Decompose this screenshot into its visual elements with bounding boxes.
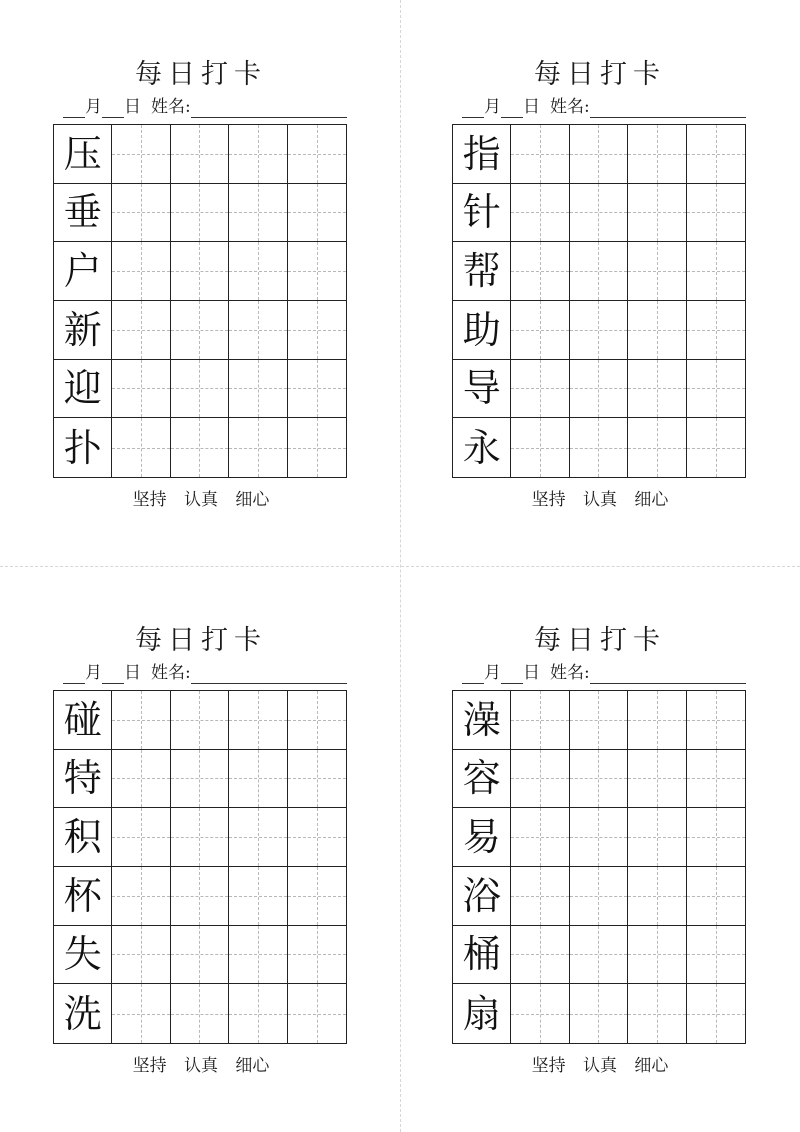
checkin-card-top-left bbox=[53, 58, 349, 518]
model-character-cell bbox=[54, 867, 112, 926]
practice-cell[interactable] bbox=[570, 984, 628, 1043]
practice-cell[interactable] bbox=[570, 808, 628, 867]
card-title: 每日打卡 bbox=[135, 625, 267, 656]
model-character-cell bbox=[54, 418, 112, 477]
practice-cell[interactable] bbox=[171, 360, 229, 419]
model-character-cell bbox=[453, 926, 511, 985]
model-character-cell bbox=[54, 360, 112, 419]
name-blank[interactable] bbox=[191, 665, 347, 684]
practice-cell[interactable] bbox=[570, 926, 628, 985]
practice-cell[interactable] bbox=[628, 926, 686, 985]
model-character: 失 bbox=[63, 932, 102, 977]
practice-cell[interactable] bbox=[288, 418, 346, 477]
checkin-card-bottom-right bbox=[452, 624, 748, 1084]
practice-cell[interactable] bbox=[570, 184, 628, 243]
model-character: 指 bbox=[462, 131, 501, 176]
practice-grid bbox=[53, 690, 347, 1044]
practice-cell[interactable] bbox=[628, 418, 686, 477]
practice-cell[interactable] bbox=[288, 867, 346, 926]
practice-cell[interactable] bbox=[628, 125, 686, 184]
practice-cell[interactable] bbox=[511, 984, 569, 1043]
day-label: 日 bbox=[124, 663, 141, 683]
name-label: 姓名: bbox=[151, 97, 191, 117]
practice-cell[interactable] bbox=[628, 184, 686, 243]
model-character-cell bbox=[54, 301, 112, 360]
model-character: 容 bbox=[462, 756, 501, 801]
practice-grid bbox=[452, 124, 746, 478]
practice-cell[interactable] bbox=[229, 867, 287, 926]
practice-cell[interactable] bbox=[288, 125, 346, 184]
card-title: 每日打卡 bbox=[135, 59, 267, 90]
motto-text: 坚持 认真 细心 bbox=[132, 1056, 270, 1076]
checkin-card-top-right bbox=[452, 58, 748, 518]
month-blank[interactable] bbox=[63, 99, 85, 118]
practice-cell[interactable] bbox=[687, 926, 745, 985]
practice-cell[interactable] bbox=[288, 360, 346, 419]
practice-cell[interactable] bbox=[511, 867, 569, 926]
day-blank[interactable] bbox=[501, 665, 523, 684]
practice-cell[interactable] bbox=[511, 125, 569, 184]
practice-cell[interactable] bbox=[628, 360, 686, 419]
practice-cell[interactable] bbox=[628, 750, 686, 809]
name-blank[interactable] bbox=[590, 99, 746, 118]
practice-cell[interactable] bbox=[171, 984, 229, 1043]
date-name-line bbox=[462, 94, 746, 118]
practice-cell[interactable] bbox=[171, 242, 229, 301]
practice-cell[interactable] bbox=[511, 750, 569, 809]
model-character-cell bbox=[54, 926, 112, 985]
practice-cell[interactable] bbox=[511, 926, 569, 985]
practice-cell[interactable] bbox=[687, 808, 745, 867]
practice-cell[interactable] bbox=[288, 750, 346, 809]
name-blank[interactable] bbox=[191, 99, 347, 118]
model-character-cell bbox=[453, 418, 511, 477]
practice-cell[interactable] bbox=[570, 301, 628, 360]
model-character: 扑 bbox=[63, 425, 102, 470]
practice-cell[interactable] bbox=[511, 301, 569, 360]
model-character-cell bbox=[453, 360, 511, 419]
practice-cell[interactable] bbox=[112, 242, 170, 301]
practice-cell[interactable] bbox=[288, 691, 346, 750]
practice-cell[interactable] bbox=[171, 926, 229, 985]
practice-cell[interactable] bbox=[229, 184, 287, 243]
model-character: 碰 bbox=[63, 697, 102, 742]
model-character: 助 bbox=[462, 307, 501, 352]
month-label: 月 bbox=[85, 663, 102, 683]
checkin-card-bottom-left bbox=[53, 624, 349, 1084]
practice-cell[interactable] bbox=[628, 808, 686, 867]
practice-cell[interactable] bbox=[687, 242, 745, 301]
practice-cell[interactable] bbox=[511, 691, 569, 750]
model-character-cell bbox=[54, 125, 112, 184]
practice-cell[interactable] bbox=[112, 808, 170, 867]
model-character-cell bbox=[54, 750, 112, 809]
practice-cell[interactable] bbox=[229, 125, 287, 184]
practice-cell[interactable] bbox=[687, 301, 745, 360]
practice-cell[interactable] bbox=[687, 360, 745, 419]
day-blank[interactable] bbox=[501, 99, 523, 118]
model-character-cell bbox=[54, 984, 112, 1043]
practice-cell[interactable] bbox=[112, 301, 170, 360]
model-character: 针 bbox=[462, 190, 501, 235]
practice-cell[interactable] bbox=[229, 360, 287, 419]
month-label: 月 bbox=[484, 663, 501, 683]
model-character: 帮 bbox=[462, 249, 501, 294]
practice-cell[interactable] bbox=[171, 808, 229, 867]
practice-cell[interactable] bbox=[570, 750, 628, 809]
horizontal-cut-line bbox=[0, 566, 800, 567]
month-blank[interactable] bbox=[462, 99, 484, 118]
date-name-line bbox=[63, 94, 347, 118]
practice-cell[interactable] bbox=[570, 360, 628, 419]
model-character-cell bbox=[453, 808, 511, 867]
practice-cell[interactable] bbox=[511, 360, 569, 419]
day-blank[interactable] bbox=[102, 665, 124, 684]
practice-cell[interactable] bbox=[687, 867, 745, 926]
practice-cell[interactable] bbox=[229, 808, 287, 867]
model-character-cell bbox=[453, 301, 511, 360]
practice-cell[interactable] bbox=[229, 301, 287, 360]
practice-cell[interactable] bbox=[511, 808, 569, 867]
name-label: 姓名: bbox=[151, 663, 191, 683]
practice-cell[interactable] bbox=[687, 125, 745, 184]
day-blank[interactable] bbox=[102, 99, 124, 118]
model-character-cell bbox=[453, 691, 511, 750]
card-title: 每日打卡 bbox=[534, 625, 666, 656]
model-character: 垂 bbox=[63, 190, 102, 235]
practice-cell[interactable] bbox=[229, 984, 287, 1043]
model-character-cell bbox=[453, 125, 511, 184]
model-character-cell bbox=[453, 867, 511, 926]
practice-cell[interactable] bbox=[288, 184, 346, 243]
practice-cell[interactable] bbox=[628, 242, 686, 301]
practice-cell[interactable] bbox=[570, 418, 628, 477]
day-label: 日 bbox=[523, 663, 540, 683]
model-character: 洗 bbox=[63, 991, 102, 1036]
practice-cell[interactable] bbox=[112, 984, 170, 1043]
month-label: 月 bbox=[484, 97, 501, 117]
practice-cell[interactable] bbox=[171, 301, 229, 360]
model-character: 导 bbox=[462, 366, 501, 411]
practice-cell[interactable] bbox=[288, 926, 346, 985]
date-name-line bbox=[63, 660, 347, 684]
name-label: 姓名: bbox=[550, 97, 590, 117]
practice-cell[interactable] bbox=[112, 750, 170, 809]
practice-cell[interactable] bbox=[511, 184, 569, 243]
practice-cell[interactable] bbox=[288, 808, 346, 867]
day-label: 日 bbox=[124, 97, 141, 117]
practice-cell[interactable] bbox=[687, 984, 745, 1043]
model-character: 扇 bbox=[462, 991, 501, 1036]
practice-cell[interactable] bbox=[171, 750, 229, 809]
model-character-cell bbox=[54, 691, 112, 750]
practice-cell[interactable] bbox=[171, 418, 229, 477]
model-character-cell bbox=[453, 750, 511, 809]
practice-cell[interactable] bbox=[570, 242, 628, 301]
name-label: 姓名: bbox=[550, 663, 590, 683]
model-character-cell bbox=[54, 242, 112, 301]
practice-grid bbox=[53, 124, 347, 478]
practice-cell[interactable] bbox=[687, 184, 745, 243]
model-character: 户 bbox=[63, 249, 102, 294]
practice-cell[interactable] bbox=[570, 867, 628, 926]
practice-cell[interactable] bbox=[511, 418, 569, 477]
practice-cell[interactable] bbox=[288, 242, 346, 301]
model-character: 杯 bbox=[63, 873, 102, 918]
model-character: 积 bbox=[63, 815, 102, 860]
motto-text: 坚持 认真 细心 bbox=[531, 490, 669, 510]
name-blank[interactable] bbox=[590, 665, 746, 684]
practice-cell[interactable] bbox=[112, 926, 170, 985]
practice-cell[interactable] bbox=[570, 125, 628, 184]
model-character: 压 bbox=[63, 131, 102, 176]
practice-cell[interactable] bbox=[687, 418, 745, 477]
motto-text: 坚持 认真 细心 bbox=[132, 490, 270, 510]
model-character: 特 bbox=[63, 756, 102, 801]
month-blank[interactable] bbox=[462, 665, 484, 684]
model-character: 澡 bbox=[462, 697, 501, 742]
practice-grid bbox=[452, 690, 746, 1044]
practice-cell[interactable] bbox=[288, 984, 346, 1043]
model-character-cell bbox=[453, 984, 511, 1043]
practice-cell[interactable] bbox=[229, 418, 287, 477]
model-character: 浴 bbox=[462, 873, 501, 918]
date-name-line bbox=[462, 660, 746, 684]
practice-cell[interactable] bbox=[112, 418, 170, 477]
practice-cell[interactable] bbox=[171, 867, 229, 926]
model-character-cell bbox=[453, 242, 511, 301]
model-character-cell bbox=[54, 184, 112, 243]
practice-cell[interactable] bbox=[229, 691, 287, 750]
practice-cell[interactable] bbox=[628, 984, 686, 1043]
practice-cell[interactable] bbox=[687, 750, 745, 809]
practice-cell[interactable] bbox=[229, 926, 287, 985]
practice-cell[interactable] bbox=[229, 750, 287, 809]
practice-cell[interactable] bbox=[687, 691, 745, 750]
practice-cell[interactable] bbox=[112, 360, 170, 419]
practice-cell[interactable] bbox=[628, 301, 686, 360]
practice-cell[interactable] bbox=[171, 691, 229, 750]
month-label: 月 bbox=[85, 97, 102, 117]
model-character-cell bbox=[453, 184, 511, 243]
model-character: 桶 bbox=[462, 932, 501, 977]
month-blank[interactable] bbox=[63, 665, 85, 684]
motto-text: 坚持 认真 细心 bbox=[531, 1056, 669, 1076]
practice-cell[interactable] bbox=[112, 125, 170, 184]
practice-cell[interactable] bbox=[229, 242, 287, 301]
practice-cell[interactable] bbox=[112, 184, 170, 243]
practice-cell[interactable] bbox=[112, 867, 170, 926]
practice-cell[interactable] bbox=[511, 242, 569, 301]
model-character-cell bbox=[54, 808, 112, 867]
model-character: 新 bbox=[63, 307, 102, 352]
practice-cell[interactable] bbox=[112, 691, 170, 750]
practice-cell[interactable] bbox=[628, 867, 686, 926]
day-label: 日 bbox=[523, 97, 540, 117]
model-character: 永 bbox=[462, 425, 501, 470]
practice-cell[interactable] bbox=[288, 301, 346, 360]
card-title: 每日打卡 bbox=[534, 59, 666, 90]
practice-cell[interactable] bbox=[570, 691, 628, 750]
practice-cell[interactable] bbox=[171, 125, 229, 184]
practice-cell[interactable] bbox=[171, 184, 229, 243]
model-character: 迎 bbox=[63, 366, 102, 411]
model-character: 易 bbox=[462, 815, 501, 860]
practice-cell[interactable] bbox=[628, 691, 686, 750]
